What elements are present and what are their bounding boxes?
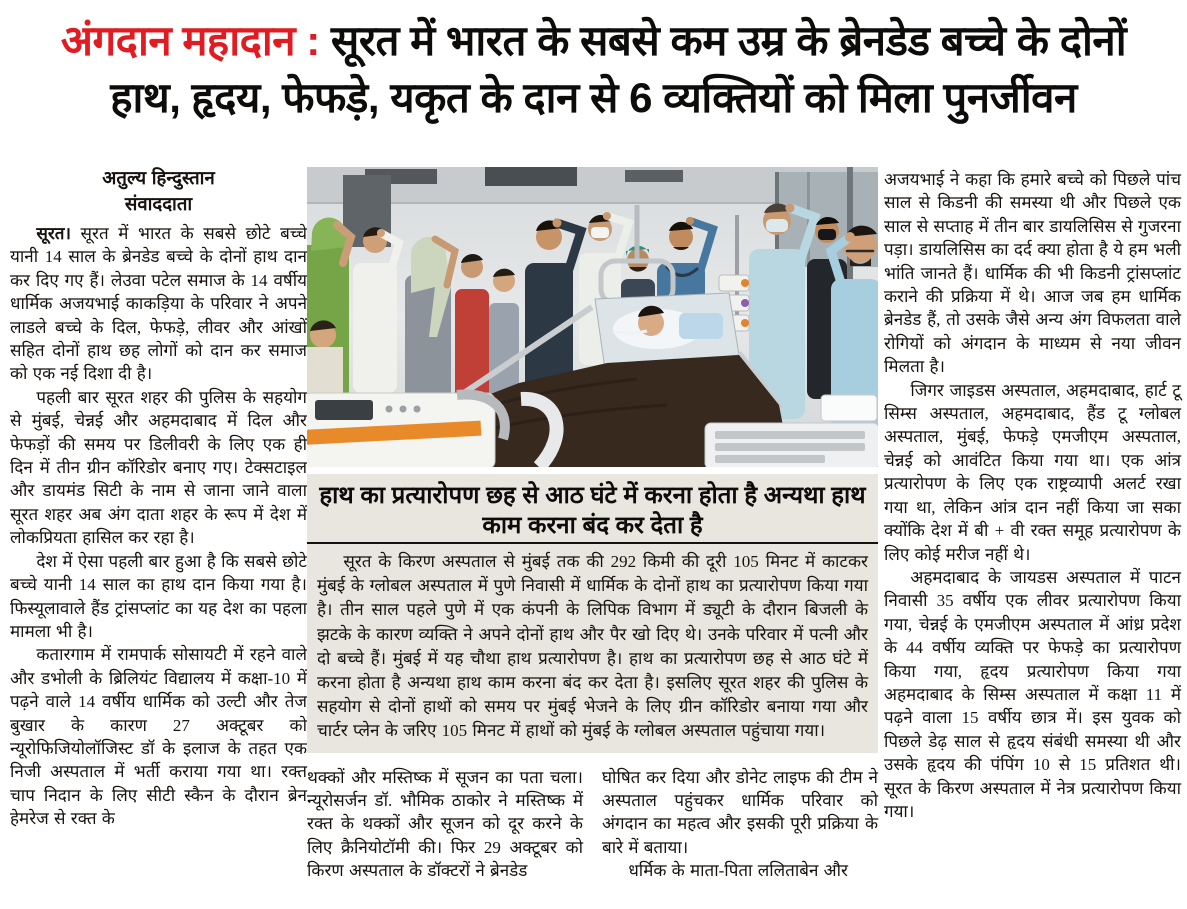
device-screen: [315, 400, 373, 420]
paragraph-text: सूरत में भारत के सबसे छोटे बच्चे यानी 14 साल के ब्रेनडेड बच्चे के दोनों हाथ दान कर दिए गए हैं। लेउवा पटेल समाज के 14 वर्षीय धार्मिक अजयभाई काकड़िया के परिवार ने अपने लाडले बच्चे के दिल, फेफड़े, लीवर और आंखों सहित दोनों हाथ छह लोगों को दान कर समाज को एक नई दिशा दी है।: [10, 224, 307, 384]
paragraph: पहली बार सूरत शहर की पुलिस के सहयोग से मुंबई, चेन्नई और अहमदाबाद में दिल और फेफड़ों की समय पर डिलीवरी के लिए एक ही दिन में तीन ग्रीन कॉरिडोर बनाए गए। टेक्सटाइल और डायमंड सिटी के नाम से जाना जाने वाला सूरत शहर अब अंग दाता शहर के रूप में देश में लोकप्रियता हासिल कर रहा है।: [10, 387, 307, 548]
infobox: [307, 474, 878, 753]
paragraph: अजयभाई ने कहा कि हमारे बच्चे को पिछले पांच साल से किडनी की समस्या थी और पिछले एक साल से सप्ताह में तीन बार डायलिसिस से गुजरना पड़ा। डायलिसिस का दर्द क्या होता है ये हम भली भांति जानते हैं। धार्मिक की भी किडनी ट्रांसप्लांट कराने की प्रक्रिया में थे। आज जब हम धार्मिक ब्रेनडेड हैं, तो उसके जैसे अन्य अंग विफलता वाले रोगियों को अंगदान के माध्यम से नया जीवन मिलता है।: [884, 170, 1181, 377]
article-headline: [22, 12, 1165, 126]
byline-correspondent: संवाददाता: [124, 195, 193, 215]
paragraph: [10, 222, 307, 386]
paragraph: देश में ऐसा पहली बार हुआ है कि सबसे छोटे बच्चे यानी 14 साल का हाथ दान किया गया है। फिस्यूलावाले हैंड ट्रांसप्लांट का यह देश का पहला मामला भी है।: [10, 551, 307, 641]
paragraph: अहमदाबाद के जायडस अस्पताल में पाटन निवासी 35 वर्षीय एक लीवर प्रत्यारोपण किया गया, चेन्नई के एमजीएम अस्पताल में आंध्र प्रदेश के 44 वर्षीय व्यक्ति पर फेफड़े का प्रत्यारोपण किया गया, हृदय प्रत्यारोपण किया गया अहमदाबाद के सिम्स अस्पताल में कक्षा 11 में पढ़ने वाला 15 वर्षीय छात्र में। इस युवक को पिछले डेढ़ साल से हृदय संबंधी समस्या थी और उसके हृदय की पंपिंग 10 से 15 प्रतिशत थी। सूरत के किरण अस्पताल में नेत्र प्रत्यारोपण किया गया।: [884, 567, 1181, 821]
middle-bottom-left-column: [307, 766, 583, 883]
paragraph: जिगर जाइडस अस्पताल, अहमदाबाद, हार्ट टू सिम्स अस्पताल, अहमदाबाद, हैंड टू ग्लोबल अस्पताल, मुंबई, फेफड़े एमजीएम अस्पताल, चेन्नई को आवंटित किया गया था। एक आंत्र प्रत्यारोपण के लिए एक राष्ट्रव्यापी अलर्ट रखा गया था, लेकिन आंत्र दान नहीं किया जा सका क्योंकि देश में बी + वी रक्त समूह प्रत्यारोपण के लिए कोई मरीज नहीं थे।: [884, 380, 1181, 564]
headline-line-2: हाथ, हृदय, फेफड़े, यकृत के दान से 6 व्यक्तियों को मिला पुनर्जीवन: [110, 74, 1077, 121]
paragraph: घोषित कर दिया और डोनेट लाइफ की टीम ने अस्पताल पहुंचकर धार्मिक परिवार को अंगदान का महत्व और इसकी पूरी प्रक्रिया के बारे में बताया।: [602, 767, 878, 857]
headline-kicker: अंगदान महादान :: [60, 17, 320, 64]
headline-line-1: [22, 12, 1165, 69]
byline-agency: अतुल्य हिन्दुस्तान: [102, 169, 215, 189]
news-photo: [307, 167, 878, 467]
paragraph: कतारगाम में रामपार्क सोसायटी में रहने वाले और डभोली के ब्रिलियंट विद्यालय में कक्षा-10 में पढ़ने वाले 14 वर्षीय धार्मिक को उल्टी और तेज बुखार के कारण 27 अक्टूबर को न्यूरोफिजियोलॉजिस्ट डॉ के इलाज के तहत एक निजी अस्पताल में भर्ती कराया गया था। रक्त चाप निदान के लिए सीटी स्कैन के दौरान ब्रेन हेमरेज से रक्त के: [10, 645, 307, 829]
paragraph: थक्कों और मस्तिष्क में सूजन का पता चला। न्यूरोसर्जन डॉ. भौमिक ठाकोर ने मस्तिष्क में रक्त के थक्कों और सूजन को दूर करने के लिए क्रैनियोटॉमी की। फिर 29 अक्टूबर को किरण अस्पताल के डॉक्टरों ने ब्रेनडेड: [307, 767, 583, 881]
headline-line1-text: सूरत में भारत के सबसे कम उम्र के ब्रेनडेड बच्चे के दोनों: [319, 17, 1127, 64]
woman-pale-scarf: [405, 237, 455, 415]
infobox-title-line2: काम करना बंद कर देता है: [482, 512, 703, 539]
infobox-title-line1: हाथ का प्रत्यारोपण छह से आठ घंटे में करना होता है अन्यथा हाथ: [319, 482, 866, 509]
paragraph: धर्मिक के माता-पिता ललिताबेन और: [628, 861, 848, 881]
infobox-body: [317, 550, 868, 744]
middle-bottom-right-column: [602, 766, 878, 883]
byline: [10, 166, 307, 218]
infobox-divider: [307, 542, 878, 544]
infobox-paragraph: सूरत के किरण अस्पताल से मुंबई तक की 292 किमी की दूरी 105 मिनट में काटकर मुंबई के ग्लोबल अस्पताल में पुणे निवासी में धार्मिक के दोनों हाथ का प्रत्यारोपण किया गया है। तीन साल पहले पुणे में एक कंपनी के लिपिक विभाग में ड्यूटी के दौरान बिजली के झटके के कारण व्यक्ति ने अपने दोनों हाथ और पैर खो दिए थे। उनके परिवार में पत्नी और दो बच्चे हैं। मुंबई में यह चौथा हाथ प्रत्यारोपण है। हाथ का प्रत्यारोपण छह से आठ घंटे में करना होता है अन्यथा हाथ काम करना बंद कर देता है। इसलिए सूरत शहर की पुलिस के सहयोग से दोनों हाथों को समय पर मुंबई भेजने के लिए ग्रीन कॉरिडोर बनाया गया और चार्टर प्लेन के जरिए 105 मिनट में हाथों को मुंबई के ग्लोबल अस्पताल पहुंचाया गया।: [317, 552, 868, 741]
left-column: [10, 166, 307, 831]
infobox-title: [317, 478, 868, 541]
middle-column: [307, 167, 878, 883]
middle-bottom-text: [307, 766, 878, 883]
dateline: सूरत।: [36, 224, 71, 243]
right-column: [884, 168, 1181, 823]
